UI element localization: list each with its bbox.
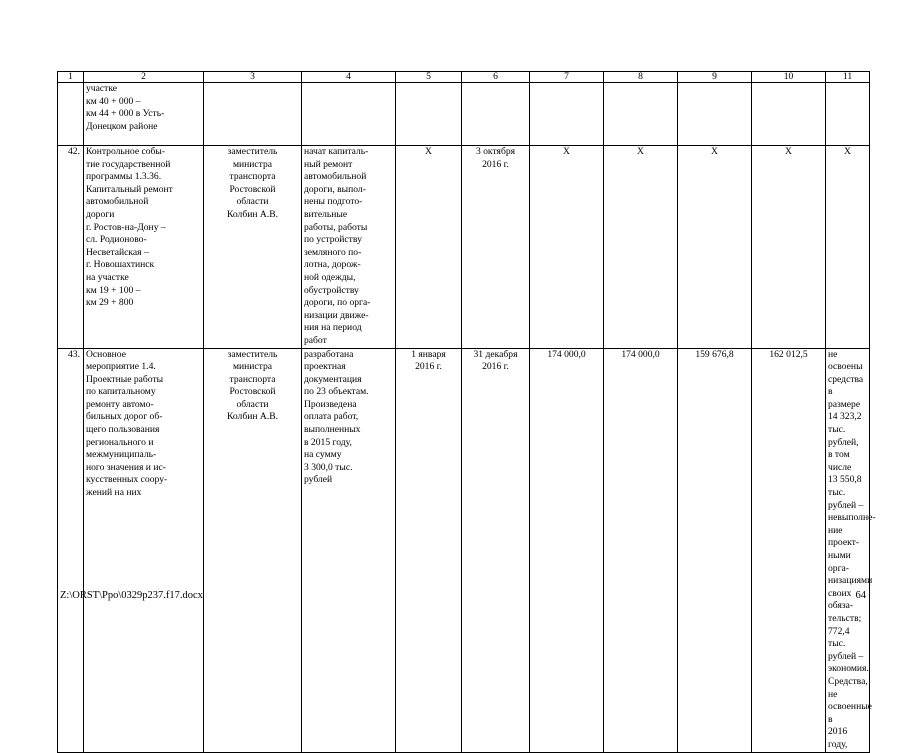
cell-col11: X <box>826 146 870 349</box>
page-number: 64 <box>855 590 866 601</box>
cell-name: Основное мероприятие 1.4. Проектные работы по капитальному ремонту автомо- бильных дорог об- щего пользования регионального и межмуниципаль- ного значения и ис- кусственных соору- жений на них <box>84 348 204 752</box>
header-cell: 9 <box>678 72 752 83</box>
cell-col8 <box>604 83 678 146</box>
cell-col7: X <box>530 146 604 349</box>
cell-num: 42. <box>58 146 84 349</box>
cell-num: 43. <box>58 348 84 752</box>
table-row <box>58 146 870 349</box>
cell-result: начат капиталь- ный ремонт автомобильной дороги, выпол- нены подгото- вительные работы, работы по устройству земляного по- лотна, дорож- ной одежды, обустройству дороги, по орга- низации движе- ния на период работ <box>302 146 396 349</box>
cell-end <box>462 83 530 146</box>
cell-result: разработана проектная документация по 23 объектам. Произведена оплата работ, выполненных в 2015 году, на сумму 3 300,0 тыс. рублей <box>302 348 396 752</box>
cell-result <box>302 83 396 146</box>
cell-start: X <box>396 146 462 349</box>
header-cell: 11 <box>826 72 870 83</box>
cell-col7 <box>530 83 604 146</box>
cell-start: 1 января 2016 г. <box>396 348 462 752</box>
cell-name: Контрольное собы- тие государственной программы 1.3.36. Капитальный ремонт автомобильной дороги г. Ростов-на-Дону – сл. Родионово- Несветайская – г. Новошахтинск на участке км 19 + 100 – км 29 + 800 <box>84 146 204 349</box>
header-cell: 6 <box>462 72 530 83</box>
cell-col9 <box>678 83 752 146</box>
file-path-footer: Z:\ORST\Ppo\0329p237.f17.docx <box>60 590 203 601</box>
table-row <box>58 348 870 752</box>
cell-end: 3 октября 2016 г. <box>462 146 530 349</box>
cell-num <box>58 83 84 146</box>
cell-col9: 159 676,8 <box>678 348 752 752</box>
header-cell: 2 <box>84 72 204 83</box>
cell-responsible <box>204 83 302 146</box>
table-row <box>58 83 870 146</box>
cell-name: участке км 40 + 000 – км 44 + 000 в Усть-Донецком районе <box>84 83 204 146</box>
column-number-row <box>58 72 870 83</box>
header-cell: 7 <box>530 72 604 83</box>
cell-col10: X <box>752 146 826 349</box>
cell-start <box>396 83 462 146</box>
header-cell: 4 <box>302 72 396 83</box>
cell-col9: X <box>678 146 752 349</box>
cell-col10 <box>752 83 826 146</box>
cell-col11 <box>826 83 870 146</box>
header-cell: 8 <box>604 72 678 83</box>
header-cell: 10 <box>752 72 826 83</box>
cell-end: 31 декабря 2016 г. <box>462 348 530 752</box>
cell-responsible: заместитель министра транспорта Ростовской области Колбин А.В. <box>204 348 302 752</box>
cell-col8: X <box>604 146 678 349</box>
header-cell: 5 <box>396 72 462 83</box>
cell-col7: 174 000,0 <box>530 348 604 752</box>
cell-col8: 174 000,0 <box>604 348 678 752</box>
cell-responsible: заместитель министра транспорта Ростовской области Колбин А.В. <box>204 146 302 349</box>
cell-col10: 162 012,5 <box>752 348 826 752</box>
cell-col11: не освоены средства в размере 14 323,2 тыс. рублей, в том числе 13 550,8 тыс. рублей – невыполне- ние проект- ными орга- низациями своих обяза- тельств; 772,4 тыс. рублей – экономия. Средства, не освоенные в 2016 году, <box>826 348 870 752</box>
report-table <box>57 71 876 753</box>
header-cell: 1 <box>58 72 84 83</box>
header-cell: 3 <box>204 72 302 83</box>
